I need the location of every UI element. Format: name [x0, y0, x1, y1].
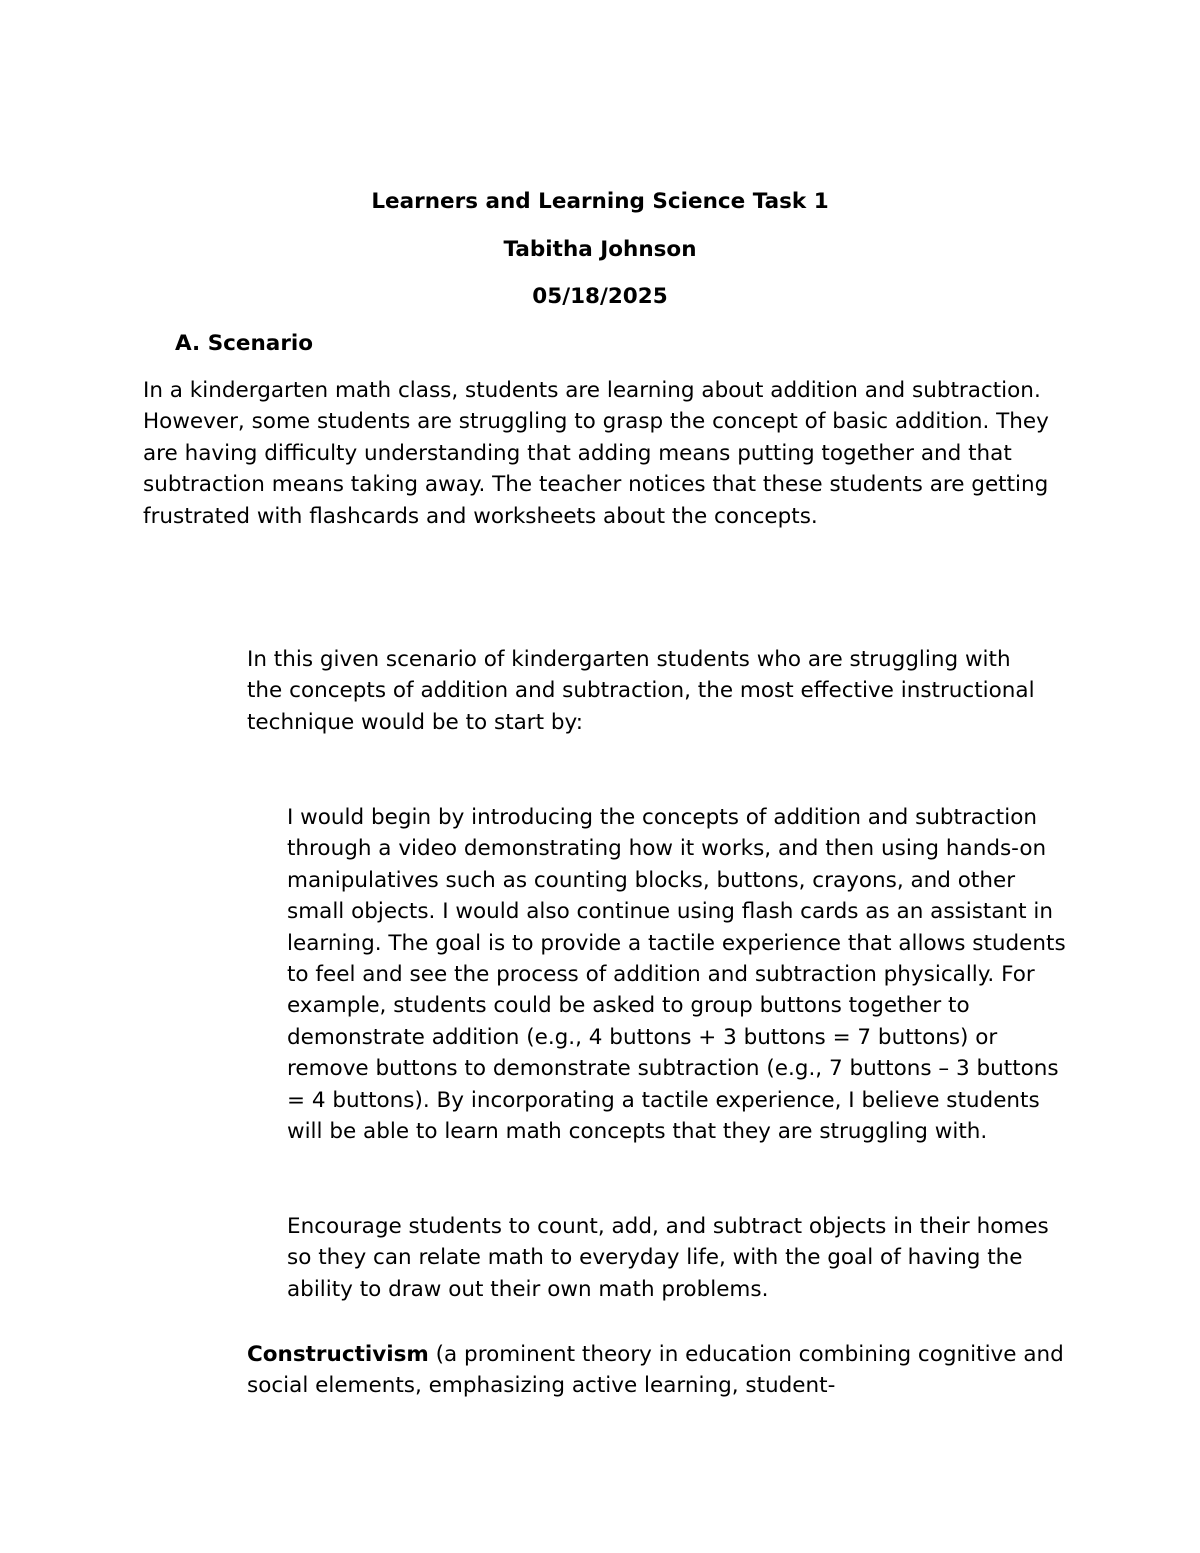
approach-followup-paragraph: Encourage students to count, add, and subtract objects in their homes so they can relate math to everyday life, with the goal of having the ability to draw out their own math problems.: [287, 1214, 1049, 1302]
theory-paragraph: [247, 1339, 1077, 1402]
approach-paragraph: I would begin by introducing the concepts of addition and subtraction through a video demonstrating how it works, and then using hands-on manipulatives such as counting blocks, buttons, crayons, and other small objects. I would also continue using flash cards as an assistant in learning. The goal is to provide a tactile experience that allows students to feel and see the process of addition and subtraction physically. For example, students could be asked to group buttons together to demonstrate addition (e.g., 4 buttons + 3 buttons = 7 buttons) or remove buttons to demonstrate subtraction (e.g., 7 buttons – 3 buttons = 4 buttons). By incorporating a tactile experience, I believe students will be able to learn math concepts that they are struggling with.: [287, 805, 1066, 1145]
author-name: Tabitha Johnson: [503, 237, 697, 262]
theory-term: Constructivism: [247, 1342, 429, 1367]
theory-description: (a prominent theory in education combining cognitive and social elements, emphasizing active learning, student-: [247, 1342, 1064, 1399]
document-title: Learners and Learning Science Task 1: [371, 189, 829, 214]
intro-paragraph: In this given scenario of kindergarten students who are struggling with the concepts of addition and subtraction, the most effective instructional technique would be to start by:: [247, 647, 1035, 735]
document-date: 05/18/2025: [532, 284, 668, 309]
scenario-paragraph: In a kindergarten math class, students are learning about addition and subtraction. However, some students are struggling to grasp the concept of basic addition. They are having difficulty understanding that adding means putting together and that subtraction means taking away. The teacher notices that these students are getting frustrated with flashcards and worksheets about the concepts.: [143, 378, 1049, 529]
section-heading-scenario: A. Scenario: [175, 331, 314, 356]
